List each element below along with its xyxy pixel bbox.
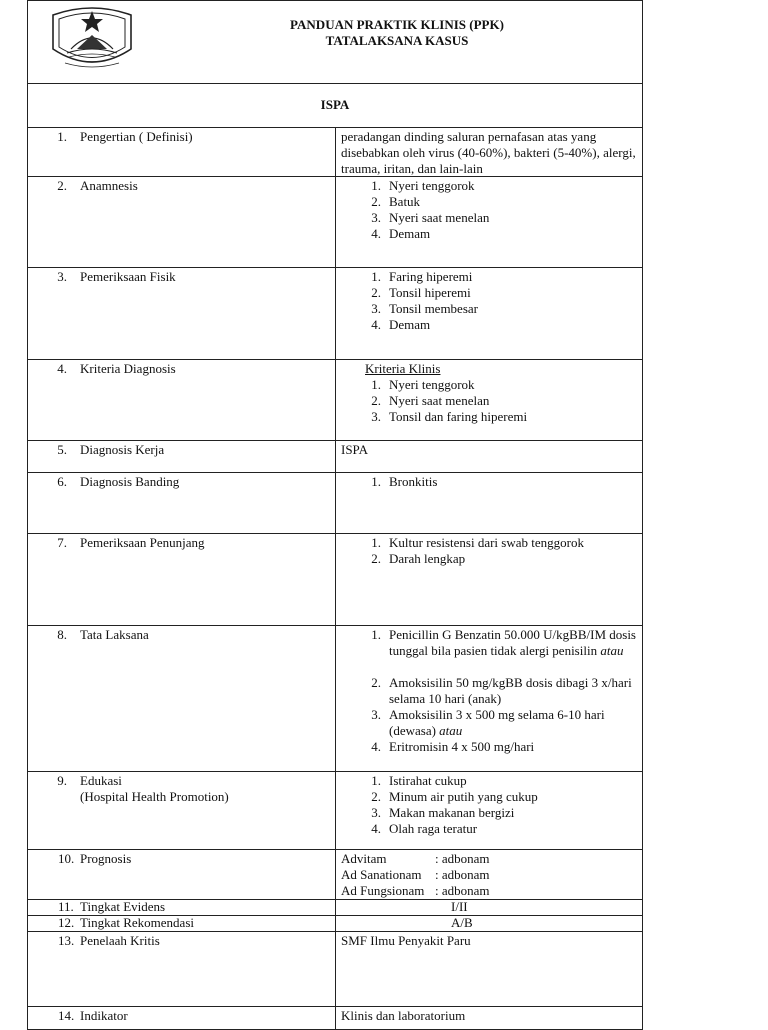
row-number: 1.	[57, 129, 67, 144]
row-divider	[27, 267, 643, 268]
row-number: 11.	[58, 899, 74, 914]
row-label: Tingkat Evidens	[80, 899, 166, 914]
row-label: Tingkat Rekomendasi	[80, 915, 194, 930]
prognosis-key: Ad Fungsionam	[341, 883, 425, 898]
row-label-secondary: (Hospital Health Promotion)	[80, 789, 229, 804]
row-number: 10.	[58, 851, 75, 866]
row-number: 4.	[57, 361, 67, 376]
row-divider	[27, 440, 643, 441]
row-label: Pemeriksaan Penunjang	[80, 535, 205, 550]
row-divider	[27, 931, 643, 932]
row-label: Prognosis	[80, 851, 132, 866]
ppk-document: PANDUAN PRAKTIK KLINIS (PPK) TATALAKSANA KASUS ISPA 1. Pengertian ( Definisi) peradangan dinding saluran pernafasan atas yang disebabkan oleh virus (40-60%), bakteri (5-40%), alergi, trauma, iritan, dan lain-lain 2. Anamnesis 1. Nyeri tenggorok 2. Batuk 3. Nyeri saat menelan 4. Demam 3. Pemeriksaan Fisik 1. Faring hiperemi 2. Tonsil hiperemi 3. Tonsil membesar 4. Demam 4. Kriteria Diagnosis Kriteria Klinis 1. Nyeri tenggorok 2. Nyeri saat menelan 3. Tonsil dan faring hiperemi 5. Diagnosis Kerja ISPA 6. Diagnosis Banding 1. Bronkitis 7. Pemeriksaan Penunjang 1. Kultur resistensi dari swab tenggorok 2. Darah lengkap 8. Tata Laksana 1. Penicillin G Benzatin 50.000 U/kgBB/IM dosis tunggal bila pasien tidak alergi penisilin atau 2. Amoksisilin 50 mg/kgBB dosis dibagi 3 x/hari selama 10 hari (anak) 3. Amoksisilin 3 x 500 mg selama 6-10 hari (dewasa) atau 4. Eritromisin 4 x 500 mg/hari 9. Edukasi (Hospital Health Promotion) 1. Istirahat cukup 2. Minum air putih yang cukup 3. Makan makanan bergizi 4. Olah raga teratur 10. Prognosis Advitam : adbonam Ad Sanationam : adbonam Ad Fungsionam : adbonam 11. Tingkat Evidens I/II 12. Tingkat Rekomendasi A/B 13. Penelaah Kritis SMF Ilmu Penyakit Paru 14. Indikator Klinis dan laboratorium	[27, 0, 643, 1024]
row-label: Tata Laksana	[80, 627, 149, 642]
row-label: Anamnesis	[80, 178, 138, 193]
row-number: 13.	[58, 933, 75, 948]
row-label: Diagnosis Kerja	[80, 442, 165, 457]
row-label: Pengertian ( Definisi)	[80, 129, 193, 144]
row-divider	[27, 849, 643, 850]
row-divider	[27, 533, 643, 534]
row-divider	[27, 625, 643, 626]
reviewer-value: SMF Ilmu Penyakit Paru	[341, 933, 471, 948]
row-divider	[27, 771, 643, 772]
row-number: 12.	[58, 915, 75, 930]
document-title: PANDUAN PRAKTIK KLINIS (PPK)	[290, 17, 504, 32]
row-label: Penelaah Kritis	[80, 933, 160, 948]
row-label: Kriteria Diagnosis	[80, 361, 176, 376]
row-number: 9.	[57, 773, 67, 788]
row-divider	[27, 359, 643, 360]
row-number: 3.	[57, 269, 67, 284]
row-number: 8.	[57, 627, 67, 642]
document-subtitle: TATALAKSANA KASUS	[325, 33, 469, 48]
prognosis-value: : adbonam	[435, 867, 490, 882]
row-number: 7.	[57, 535, 67, 550]
row-number: 2.	[57, 178, 67, 193]
row-label: Pemeriksaan Fisik	[80, 269, 176, 284]
row-divider	[27, 1006, 643, 1007]
column-divider	[335, 127, 336, 1030]
topic-heading: ISPA	[320, 97, 350, 112]
prognosis-key: Ad Sanationam	[341, 867, 422, 882]
diagnosis-value: ISPA	[341, 442, 368, 457]
row-divider	[27, 472, 643, 473]
row-number: 5.	[57, 442, 67, 457]
definition-text: peradangan dinding saluran pernafasan atas yang disebabkan oleh virus (40-60%), bakteri (5-40%), alergi, trauma, iritan, dan lain-lain	[341, 129, 636, 176]
row-number: 6.	[57, 474, 67, 489]
row-label: Diagnosis Banding	[80, 474, 180, 489]
row-label: Indikator	[80, 1008, 128, 1023]
recommendation-level: A/B	[451, 915, 473, 930]
divider	[27, 83, 643, 84]
row-label: Edukasi	[80, 773, 122, 788]
prognosis-value: : adbonam	[435, 851, 490, 866]
prognosis-value: : adbonam	[435, 883, 490, 898]
hospital-seal-logo-icon	[47, 5, 137, 71]
row-number: 14.	[58, 1008, 75, 1023]
evidence-level: I/II	[451, 899, 468, 914]
indicator-value: Klinis dan laboratorium	[341, 1008, 466, 1023]
criteria-subtitle: Kriteria Klinis	[365, 361, 441, 376]
prognosis-key: Advitam	[341, 851, 387, 866]
